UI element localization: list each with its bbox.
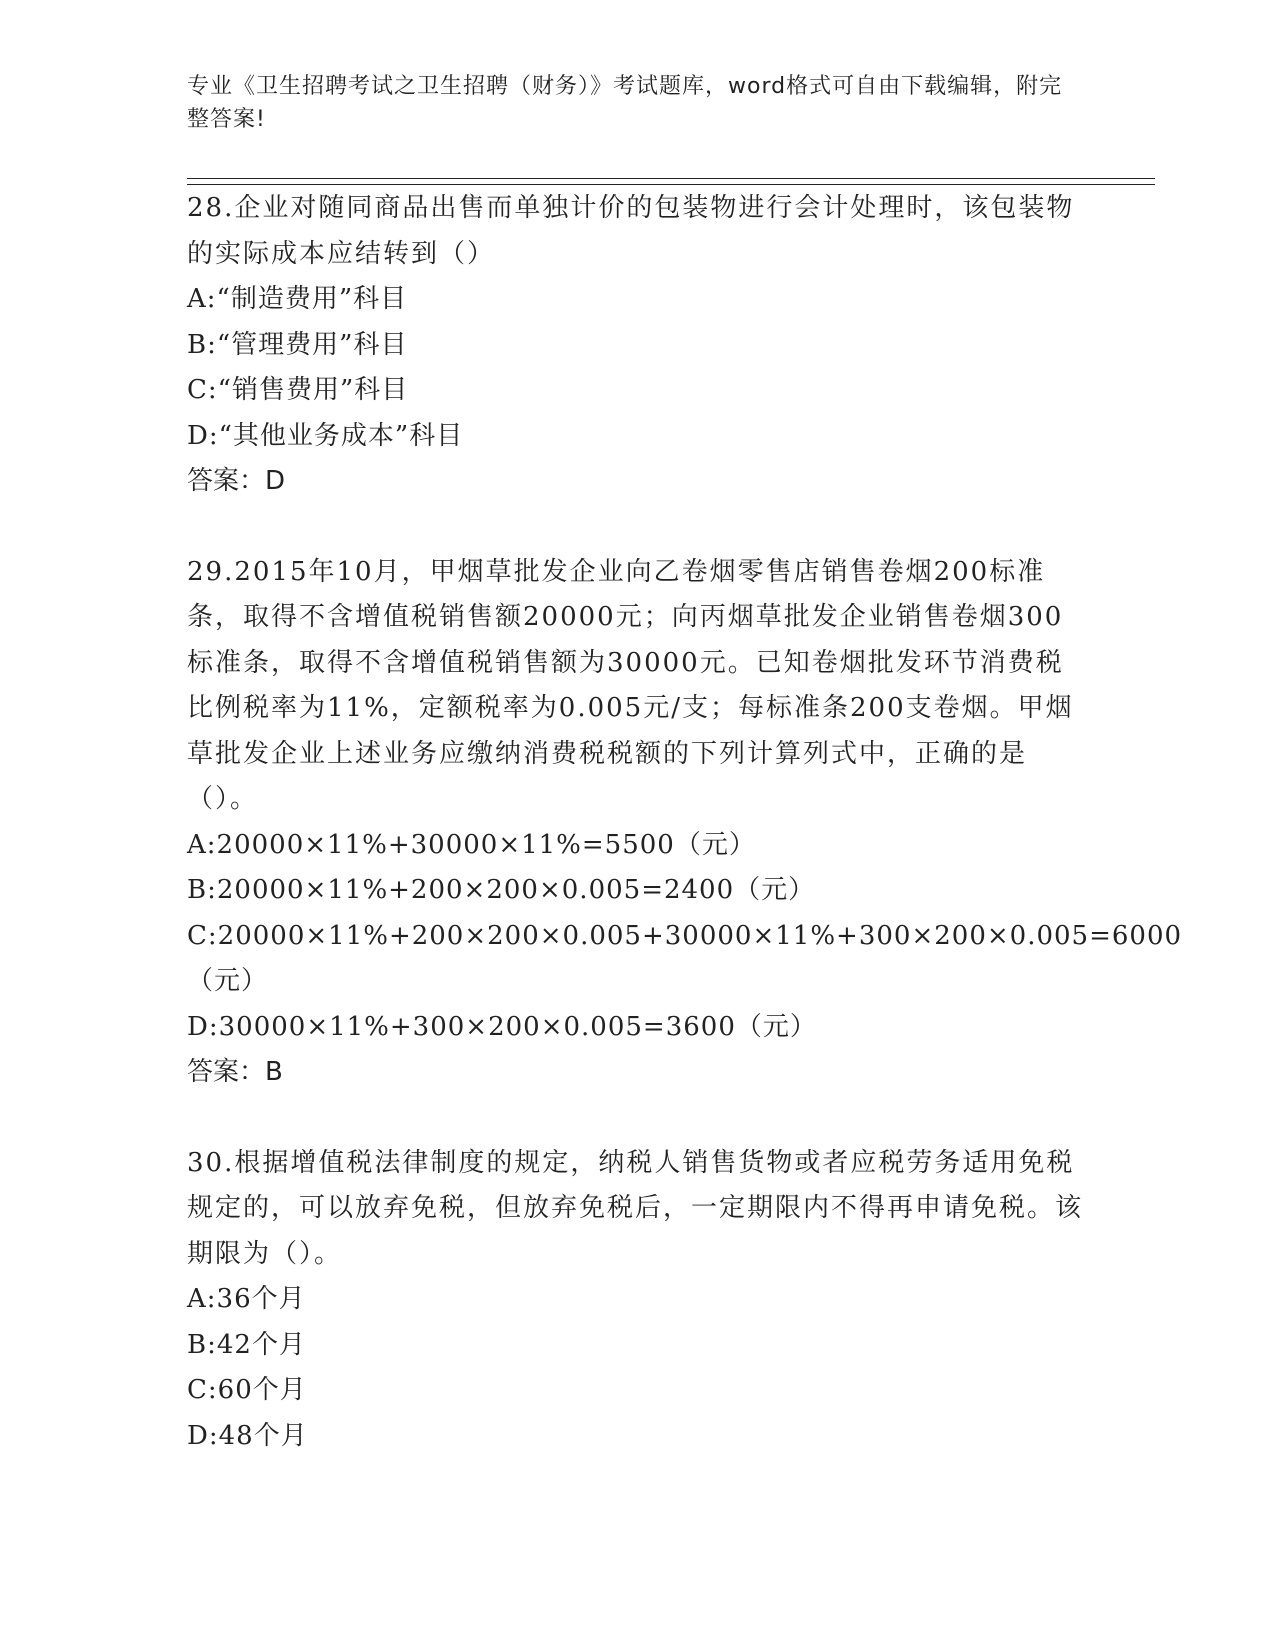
answer-text: 答案：D [187, 466, 286, 496]
question-30 [187, 1141, 1087, 1460]
document-header: 专业《卫生招聘考试之卫生招聘（财务）》考试题库，word格式可自由下载编辑，附完整答案! [187, 74, 1063, 132]
question-28 [187, 186, 1087, 505]
option-c: C:20000×11%+200×200×0.005+30000×11%+300×200×0.005=6000（元） [187, 920, 1183, 996]
option-c: C:“销售费用”科目 [187, 375, 409, 405]
option-b: B:42个月 [187, 1329, 306, 1360]
question-list [187, 186, 1183, 1459]
option-d: D:30000×11%+300×200×0.005=3600（元） [187, 1011, 817, 1042]
option-d: D:48个月 [187, 1420, 308, 1451]
option-b: B:“管理费用”科目 [187, 329, 408, 360]
answer-text: 答案：B [187, 1057, 283, 1087]
option-a: A:36个月 [187, 1284, 306, 1314]
question-stem: 30.根据增值税法律制度的规定，纳税人销售货物或者应税劳务适用免税规定的，可以放弃免税，但放弃免税后，一定期限内不得再申请免税。该期限为（）。 [187, 1147, 1084, 1269]
question-stem: 29.2015年10月，甲烟草批发企业向乙卷烟零售店销售卷烟200标准条，取得不含增值税销售额20000元；向丙烟草批发企业销售卷烟300标准条，取得不含增值税销售额为30000元。已知卷烟批发环节消费税比例税率为11%，定额税率为0.005元/支；每标准条200支卷烟。甲烟草批发企业上述业务应缴纳消费税税额的下列计算列式中，正确的是（）。 [187, 556, 1074, 814]
question-29 [187, 550, 1183, 1096]
header-rule-top [187, 178, 1155, 179]
option-c: C:60个月 [187, 1375, 307, 1405]
option-a: A:“制造费用”科目 [187, 284, 408, 314]
option-a: A:20000×11%+30000×11%=5500（元） [187, 829, 756, 860]
header-rule-bottom [187, 184, 1155, 185]
option-b: B:20000×11%+200×200×0.005=2400（元） [187, 875, 816, 905]
question-stem: 28.企业对随同商品出售而单独计价的包装物进行会计处理时，该包装物的实际成本应结转到（） [187, 193, 1075, 269]
option-d: D:“其他业务成本”科目 [187, 420, 464, 451]
document-page [187, 70, 1087, 136]
